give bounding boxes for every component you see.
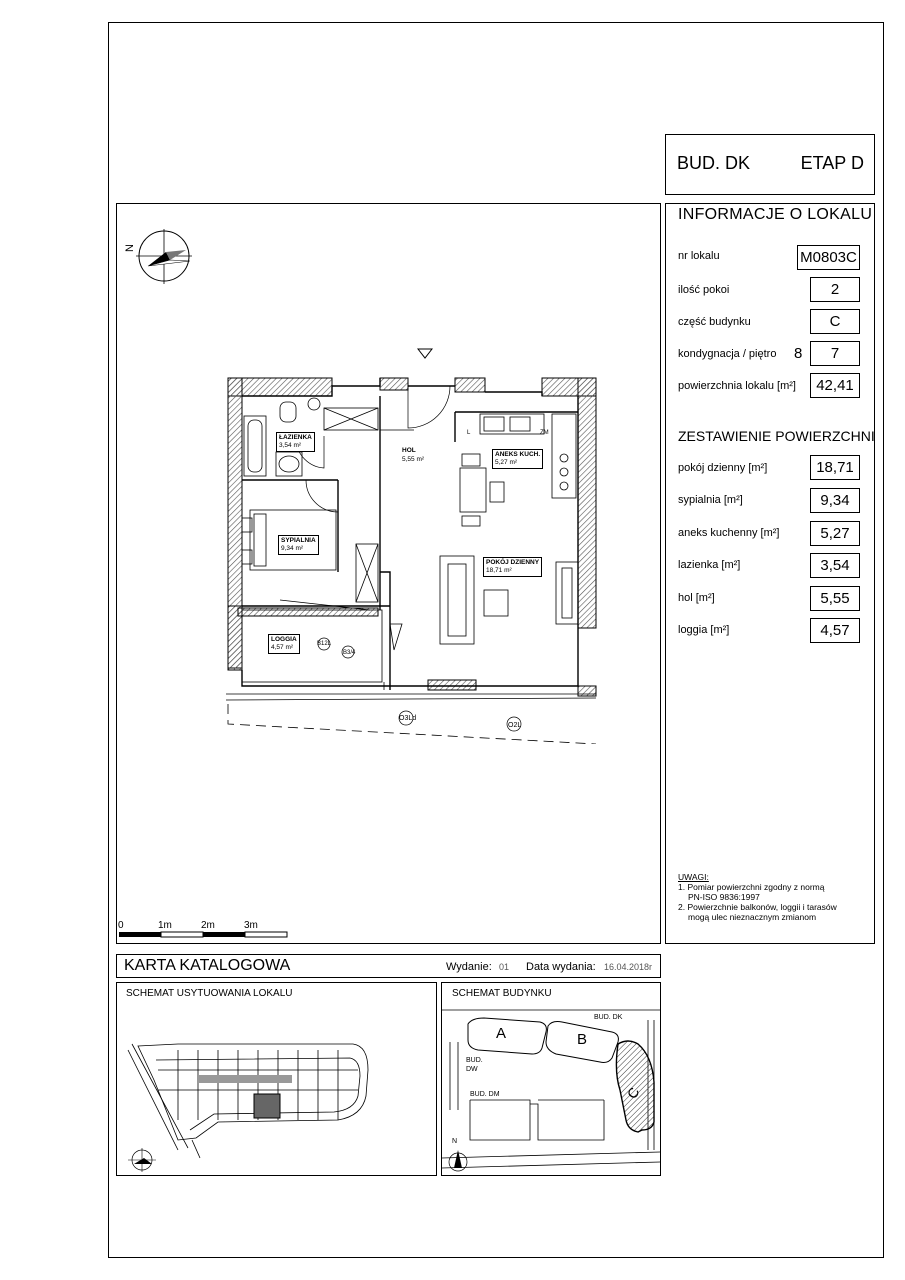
- room-living: [483, 557, 542, 577]
- room-bedroom: [278, 535, 319, 555]
- room-loggia: [268, 634, 300, 654]
- floor-plan: [220, 372, 602, 744]
- compass-icon: [122, 228, 194, 288]
- info-label-area: powierzchnia lokalu [m²]: [678, 380, 796, 392]
- scale-bar: [118, 930, 298, 940]
- scheme-building-title: SCHEMAT BUDYNKU: [452, 988, 552, 999]
- room-area: 4,57 m²: [271, 644, 294, 651]
- info-value-rooms: 2: [810, 277, 860, 302]
- area-value-kitchen: 5,27: [810, 521, 860, 546]
- area-label-hall: hol [m²]: [678, 592, 715, 604]
- room-area: 5,27 m²: [495, 459, 518, 466]
- issue-label: Wydanie:: [446, 961, 492, 973]
- area-value-loggia: 4,57: [810, 618, 860, 643]
- room-hall: [402, 446, 424, 464]
- info-label-rooms: ilość pokoi: [678, 284, 730, 296]
- balcony-label-b34: B3/4: [343, 650, 356, 656]
- area-label-bathroom: lazienka [m²]: [678, 559, 741, 571]
- hall-wardrobe: [324, 408, 378, 602]
- room-area: 9,34 m²: [281, 545, 304, 552]
- room-area: 18,71 m²: [486, 567, 512, 574]
- scale-2m: 2m: [201, 920, 215, 931]
- building-dk-label: BUD. DK: [594, 1014, 623, 1021]
- room-name: POKÓJ DZIENNY: [486, 559, 540, 566]
- area-value-bathroom: 3,54: [810, 553, 860, 578]
- room-bathroom: [276, 432, 315, 452]
- area-value-hall: 5,55: [810, 586, 860, 611]
- area-label-loggia: loggia [m²]: [678, 624, 730, 636]
- area-label-bedroom: sypialnia [m²]: [678, 494, 743, 506]
- doors: [296, 386, 450, 512]
- info-value-floor: 7: [810, 341, 860, 366]
- location-compass-icon: [118, 1148, 158, 1172]
- building-a-label: A: [496, 1025, 507, 1042]
- info-label-number: nr lokalu: [678, 250, 720, 262]
- room-kitchen: [492, 449, 543, 469]
- building-dw-label-1: BUD.: [466, 1057, 483, 1064]
- room-name: SYPIALNIA: [281, 537, 316, 544]
- date-value: 16.04.2018r: [604, 962, 653, 972]
- area-value-bedroom: 9,34: [810, 488, 860, 513]
- room-name: HOL: [402, 447, 416, 454]
- info-value-part: C: [810, 309, 860, 334]
- room-area: 3,54 m²: [279, 442, 302, 449]
- issue-value: 01: [499, 962, 510, 972]
- balcony-label-b12: B12L: [317, 641, 332, 647]
- scheme-location-title: SCHEMAT USYTUOWANIA LOKALU: [126, 988, 293, 999]
- notes-line-1: 1. Pomiar powierzchni zgodny z normą: [678, 882, 825, 892]
- stage-name: ETAP D: [800, 153, 864, 173]
- area-label-kitchen: aneks kuchenny [m²]: [678, 527, 780, 539]
- building-b-label: B: [577, 1031, 588, 1048]
- scale-1m: 1m: [158, 920, 172, 931]
- room-name: LOGGIA: [271, 636, 297, 643]
- room-name: ŁAZIENKA: [279, 434, 312, 441]
- building-dw-label-2: DW: [466, 1066, 478, 1073]
- building-name: BUD. DK: [677, 153, 751, 173]
- date-label: Data wydania:: [526, 961, 596, 973]
- window-label-2: O2L: [508, 722, 522, 729]
- building-a-shape: [468, 1018, 546, 1054]
- notes: [678, 872, 837, 922]
- building-dm-label: BUD. DM: [470, 1091, 500, 1098]
- info-value-number: M0803C: [797, 245, 860, 270]
- area-value-living: 18,71: [810, 455, 860, 480]
- info-title: INFORMACJE O LOKALU: [678, 206, 873, 223]
- window-label-1: O3Ld: [399, 715, 417, 722]
- notes-title: UWAGI:: [678, 872, 709, 882]
- areas-title: ZESTAWIENIE POWIERZCHNI: [678, 428, 875, 444]
- scale-0: 0: [118, 920, 124, 931]
- building-compass-north: N: [452, 1138, 458, 1145]
- compass-north: N: [123, 244, 136, 252]
- info-label-part: część budynku: [678, 316, 751, 328]
- kitchen-mark-l: L: [467, 430, 471, 436]
- scale-3m: 3m: [244, 920, 258, 931]
- entrance-marker-icon: [417, 348, 433, 360]
- notes-line-2: PN-ISO 9836:1997: [688, 892, 760, 902]
- notes-line-3: 2. Powierzchnie balkonów, loggii i tarasów: [678, 902, 837, 912]
- kitchen-mark-zm: ZM: [540, 430, 549, 436]
- kitchen-fixtures: [460, 414, 576, 526]
- info-value-area: 42,41: [810, 373, 860, 398]
- room-name: ANEKS KUCH.: [495, 451, 541, 458]
- catalog-title: KARTA KATALOGOWA: [124, 957, 291, 974]
- area-label-living: pokój dzienny [m²]: [678, 462, 768, 474]
- notes-line-4: mogą ulec nieznacznym zmianom: [688, 912, 817, 922]
- info-value-storey: 8: [794, 345, 803, 362]
- info-label-floor: kondygnacja / piętro: [678, 348, 777, 360]
- room-area: 5,55 m²: [402, 456, 425, 463]
- building-c-label: C: [623, 1084, 643, 1102]
- building-header: [665, 134, 875, 195]
